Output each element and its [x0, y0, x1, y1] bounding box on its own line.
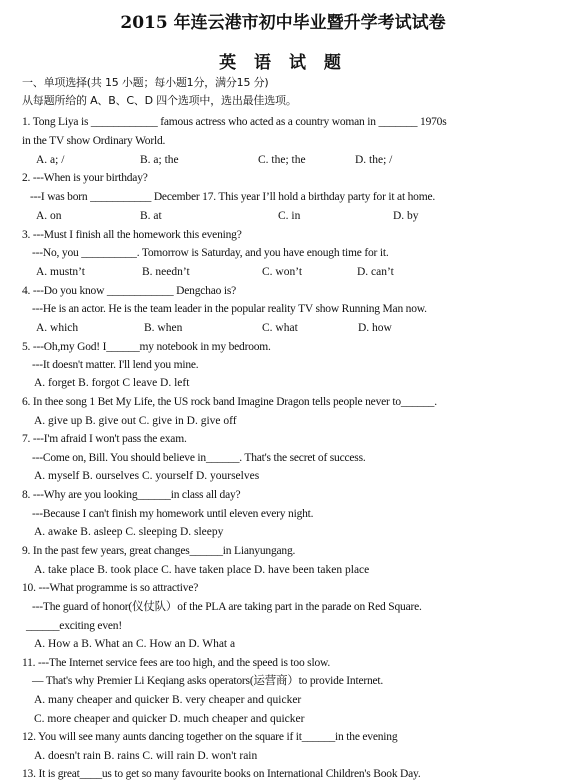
question-1-option-d: D. the; /: [355, 154, 393, 166]
question-1-option-c: C. the; the: [258, 154, 306, 166]
question-12-options: A. doesn't rain B. rains C. will rain D. won't rain: [34, 750, 258, 762]
question-3-option-d: D. can’t: [357, 266, 394, 278]
exam-title: 2015 年连云港市初中毕业暨升学考试试卷: [120, 13, 446, 33]
question-2-option-d: D. by: [393, 210, 419, 222]
question-4-line-1: 4. ---Do you know ____________ Dengchao is?: [22, 285, 237, 297]
question-1-option-a: A. a; /: [36, 154, 65, 166]
question-3-option-c: C. won’t: [262, 266, 303, 278]
question-11-line-1: 11. ---The Internet service fees are too high, and the speed is too slow.: [22, 657, 331, 669]
question-11-options-2: C. more cheaper and quicker D. much cheaper and quicker: [34, 713, 305, 725]
question-8-options: A. awake B. asleep C. sleeping D. sleepy: [34, 526, 224, 538]
question-11-line-2: — That's why Premier Li Keqiang asks operators(运营商）to provide Internet.: [32, 675, 384, 687]
question-12-line-1: 12. You will see many aunts dancing together on the square if it______in the evening: [22, 731, 398, 743]
question-3-line-2: ---No, you __________. Tomorrow is Saturday, and you have enough time for it.: [32, 247, 389, 259]
question-2-line-2: ---I was born ___________ December 17. This year I’ll hold a birthday party for it at home.: [30, 191, 436, 203]
question-7-line-1: 7. ---I'm afraid I won't pass the exam.: [22, 433, 187, 445]
question-4-option-b: B. when: [144, 322, 183, 334]
question-3-option-a: A. mustn’t: [36, 266, 85, 278]
question-5-line-1: 5. ---Oh,my God! I______my notebook in my bedroom.: [22, 341, 271, 353]
question-2-option-a: A. on: [36, 210, 62, 222]
section-instruction: 从每题所给的 A、B、C、D 四个选项中，选出最佳选项。: [22, 94, 297, 107]
question-8-line-2: ---Because I can't finish my homework until eleven every night.: [32, 508, 314, 520]
question-10-line-2: ---The guard of honor(仪仗队）of the PLA are taking part in the parade on Red Square.: [32, 601, 422, 613]
question-10-line-1: 10. ---What programme is so attractive?: [22, 582, 199, 594]
question-8-line-1: 8. ---Why are you looking______in class all day?: [22, 489, 241, 501]
question-4-line-2: ---He is an actor. He is the team leader in the popular reality TV show Running Man now.: [32, 303, 427, 315]
question-1-line-1: 1. Tong Liya is ____________ famous actress who acted as a country woman in _______ 1970s: [22, 116, 447, 128]
question-6-options: A. give up B. give out C. give in D. give off: [34, 415, 237, 427]
exam-subtitle: 英 语 试 题: [219, 53, 347, 73]
question-9-options: A. take place B. took place C. have taken place D. have been taken place: [34, 564, 370, 576]
question-7-options: A. myself B. ourselves C. yourself D. yourselves: [34, 470, 260, 482]
question-1-option-b: B. a; the: [140, 154, 179, 166]
question-2-option-c: C. in: [278, 210, 301, 222]
question-5-options: A. forget B. forgot C leave D. left: [34, 377, 190, 389]
question-13-line-1: 13. It is great____us to get so many favourite books on International Children's Book Day.: [22, 768, 421, 780]
question-2-option-b: B. at: [140, 210, 162, 222]
question-3-option-b: B. needn’t: [142, 266, 190, 278]
question-2-line-1: 2. ---When is your birthday?: [22, 172, 148, 184]
question-10-line-3: ______exciting even!: [26, 620, 122, 632]
question-7-line-2: ---Come on, Bill. You should believe in______. That's the secret of success.: [32, 452, 366, 464]
question-4-option-a: A. which: [36, 322, 79, 334]
question-6-line-1: 6. In thee song 1 Bet My Life, the US rock band Imagine Dragon tells people never to______.: [22, 396, 437, 408]
question-5-line-2: ---It doesn't matter. I'll lend you mine.: [32, 359, 199, 371]
section-heading: 一、单项选择(共 15 小题；每小题1分，满分15 分): [22, 76, 269, 89]
question-1-line-2: in the TV show Ordinary World.: [22, 135, 166, 147]
question-10-options: A. How a B. What an C. How an D. What a: [34, 638, 236, 650]
question-11-options-1: A. many cheaper and quicker B. very cheaper and quicker: [34, 694, 302, 706]
question-9-line-1: 9. In the past few years, great changes______in Lianyungang.: [22, 545, 296, 557]
question-4-option-d: D. how: [358, 322, 392, 334]
question-4-option-c: C. what: [262, 322, 298, 334]
question-3-line-1: 3. ---Must I finish all the homework this evening?: [22, 229, 242, 241]
